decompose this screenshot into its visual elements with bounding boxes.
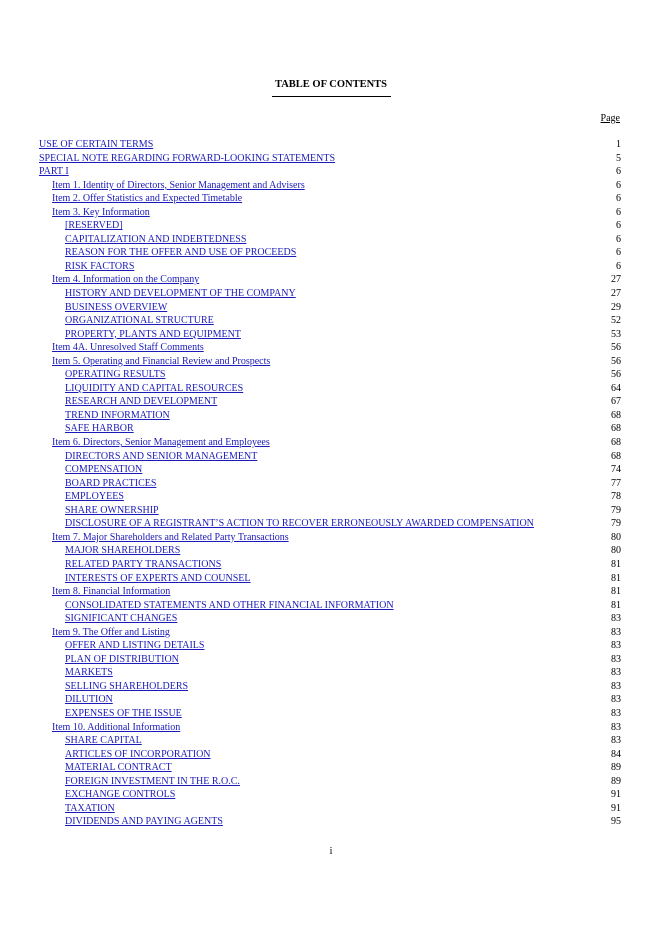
toc-entry xyxy=(39,246,621,260)
toc-entry-page-number: 6 xyxy=(616,233,621,245)
toc-entry-page-number: 53 xyxy=(611,328,621,340)
toc-entry-link[interactable]: Item 10. Additional Information xyxy=(52,721,181,733)
toc-entry-page-number: 6 xyxy=(616,179,621,191)
toc-entry-link[interactable]: LIQUIDITY AND CAPITAL RESOURCES xyxy=(65,382,244,394)
toc-entry-page-number: 83 xyxy=(611,640,621,652)
toc-entry xyxy=(39,233,621,247)
toc-entry-page-number: 74 xyxy=(611,464,621,476)
toc-entry-link[interactable]: Item 2. Offer Statistics and Expected Timetable xyxy=(52,193,243,205)
page-column-header: Page xyxy=(600,113,620,124)
toc-entry xyxy=(39,490,621,504)
toc-entry-link[interactable]: CONSOLIDATED STATEMENTS AND OTHER FINANCIAL INFORMATION xyxy=(65,599,394,611)
toc-entry xyxy=(39,680,621,694)
toc-entry xyxy=(39,314,621,328)
toc-entry-page-number: 67 xyxy=(611,396,621,408)
toc-entry xyxy=(39,572,621,586)
toc-entry xyxy=(39,802,621,816)
toc-entry-page-number: 52 xyxy=(611,315,621,327)
toc-entry xyxy=(39,517,621,531)
toc-entry xyxy=(39,734,621,748)
toc-entry-link[interactable]: MARKETS xyxy=(65,667,113,679)
toc-entry-link[interactable]: SELLING SHAREHOLDERS xyxy=(65,680,189,692)
toc-entry-link[interactable]: Item 5. Operating and Financial Review and Prospects xyxy=(52,355,271,367)
toc-entry-link[interactable]: SHARE CAPITAL xyxy=(65,735,142,747)
toc-entry-page-number: 83 xyxy=(611,707,621,719)
toc-entry-page-number: 56 xyxy=(611,342,621,354)
toc-entry-page-number: 81 xyxy=(611,586,621,598)
toc-entry-link[interactable]: PLAN OF DISTRIBUTION xyxy=(65,653,179,665)
toc-entry-link[interactable]: Item 1. Identity of Directors, Senior Management and Advisers xyxy=(52,179,305,191)
toc-entry xyxy=(39,368,621,382)
toc-entry xyxy=(39,639,621,653)
toc-entry-link[interactable]: REASON FOR THE OFFER AND USE OF PROCEEDS xyxy=(65,247,297,259)
table-of-contents xyxy=(39,138,621,829)
toc-entry xyxy=(39,409,621,423)
toc-entry-page-number: 83 xyxy=(611,735,621,747)
toc-entry-link[interactable]: MAJOR SHAREHOLDERS xyxy=(65,545,181,557)
toc-entry-page-number: 68 xyxy=(611,437,621,449)
toc-entry-page-number: 6 xyxy=(616,247,621,259)
toc-entry-link[interactable]: RISK FACTORS xyxy=(65,260,135,272)
toc-entry xyxy=(39,165,621,179)
toc-entry-page-number: 83 xyxy=(611,613,621,625)
toc-entry xyxy=(39,788,621,802)
toc-entry-link[interactable]: DILUTION xyxy=(65,694,113,706)
toc-entry-page-number: 89 xyxy=(611,762,621,774)
toc-entry-link[interactable]: HISTORY AND DEVELOPMENT OF THE COMPANY xyxy=(65,288,296,300)
toc-entry xyxy=(39,341,621,355)
footer-page-number: i xyxy=(329,846,333,857)
toc-entry-link[interactable]: Item 4. Information on the Company xyxy=(52,274,200,286)
toc-entry-page-number: 6 xyxy=(616,206,621,218)
toc-entry xyxy=(39,558,621,572)
toc-entry xyxy=(39,328,621,342)
toc-entry-link[interactable]: RELATED PARTY TRANSACTIONS xyxy=(65,558,222,570)
toc-entry xyxy=(39,152,621,166)
toc-entry-page-number: 6 xyxy=(616,220,621,232)
toc-entry-page-number: 6 xyxy=(616,193,621,205)
toc-entry xyxy=(39,422,621,436)
toc-entry-page-number: 27 xyxy=(611,274,621,286)
toc-entry xyxy=(39,179,621,193)
toc-entry-page-number: 64 xyxy=(611,382,621,394)
toc-entry-link[interactable]: SIGNIFICANT CHANGES xyxy=(65,613,178,625)
toc-entry xyxy=(39,544,621,558)
toc-entry-link[interactable]: CAPITALIZATION AND INDEBTEDNESS xyxy=(65,233,247,245)
toc-entry-page-number: 81 xyxy=(611,599,621,611)
toc-entry xyxy=(39,721,621,735)
toc-entry xyxy=(39,382,621,396)
toc-entry xyxy=(39,463,621,477)
toc-entry-link[interactable]: RESEARCH AND DEVELOPMENT xyxy=(65,396,218,408)
toc-entry-page-number: 6 xyxy=(616,260,621,272)
toc-entry xyxy=(39,138,621,152)
toc-entry xyxy=(39,531,621,545)
toc-entry-link[interactable]: PROPERTY, PLANTS AND EQUIPMENT xyxy=(65,328,241,340)
toc-entry-page-number: 68 xyxy=(611,409,621,421)
toc-entry-page-number: 5 xyxy=(616,152,621,164)
toc-entry xyxy=(39,287,621,301)
toc-entry-page-number: 68 xyxy=(611,423,621,435)
title-underline xyxy=(272,96,391,97)
toc-entry-page-number: 89 xyxy=(611,775,621,787)
toc-entry-page-number: 83 xyxy=(611,626,621,638)
toc-entry xyxy=(39,693,621,707)
toc-entry xyxy=(39,260,621,274)
toc-entry-link[interactable]: EXPENSES OF THE ISSUE xyxy=(65,707,182,719)
toc-entry-page-number: 79 xyxy=(611,504,621,516)
toc-entry-page-number: 80 xyxy=(611,545,621,557)
toc-entry xyxy=(39,301,621,315)
toc-entry-link[interactable]: SHARE OWNERSHIP xyxy=(65,504,159,516)
toc-entry-link[interactable]: Item 7. Major Shareholders and Related Party Transactions xyxy=(52,531,289,543)
toc-entry-link[interactable]: DIVIDENDS AND PAYING AGENTS xyxy=(65,816,223,828)
toc-entry xyxy=(39,707,621,721)
toc-entry-page-number: 56 xyxy=(611,369,621,381)
toc-entry-link[interactable]: [RESERVED] xyxy=(65,220,123,232)
toc-entry xyxy=(39,206,621,220)
toc-entry-page-number: 1 xyxy=(616,139,621,150)
toc-entry-link[interactable]: Item 4A. Unresolved Staff Comments xyxy=(52,342,204,354)
toc-entry-page-number: 83 xyxy=(611,721,621,733)
toc-entry-link[interactable]: Item 3. Key Information xyxy=(52,206,150,218)
toc-entry-page-number: 6 xyxy=(616,166,621,178)
toc-entry-page-number: 91 xyxy=(611,802,621,814)
toc-entry-link[interactable]: OPERATING RESULTS xyxy=(65,369,166,381)
toc-entry xyxy=(39,436,621,450)
toc-entry xyxy=(39,477,621,491)
toc-entry-link[interactable]: BUSINESS OVERVIEW xyxy=(65,301,168,313)
toc-entry xyxy=(39,666,621,680)
toc-entry xyxy=(39,626,621,640)
toc-entry-link[interactable]: OFFER AND LISTING DETAILS xyxy=(65,640,205,652)
toc-entry-link[interactable]: Item 6. Directors, Senior Management and Employees xyxy=(52,437,270,449)
toc-entry xyxy=(39,748,621,762)
toc-entry-page-number: 91 xyxy=(611,789,621,801)
toc-entry-page-number: 79 xyxy=(611,518,621,530)
toc-entry xyxy=(39,775,621,789)
toc-entry xyxy=(39,395,621,409)
toc-entry xyxy=(39,219,621,233)
toc-entry xyxy=(39,599,621,613)
toc-entry-page-number: 95 xyxy=(611,816,621,828)
toc-entry-page-number: 78 xyxy=(611,491,621,503)
toc-entry-link[interactable]: INTERESTS OF EXPERTS AND COUNSEL xyxy=(65,572,251,584)
toc-entry xyxy=(39,815,621,829)
toc-entry-page-number: 77 xyxy=(611,477,621,489)
toc-entry-link[interactable]: ARTICLES OF INCORPORATION xyxy=(65,748,211,760)
toc-entry-page-number: 80 xyxy=(611,531,621,543)
toc-entry-link[interactable]: USE OF CERTAIN TERMS xyxy=(39,139,154,150)
toc-entry-page-number: 84 xyxy=(611,748,621,760)
toc-entry-link[interactable]: Item 8. Financial Information xyxy=(52,586,171,598)
toc-entry-link[interactable]: DIRECTORS AND SENIOR MANAGEMENT xyxy=(65,450,258,462)
toc-entry-link[interactable]: SPECIAL NOTE REGARDING FORWARD-LOOKING STATEMENTS xyxy=(39,152,336,164)
toc-entry-link[interactable]: Item 9. The Offer and Listing xyxy=(52,626,170,638)
toc-entry-page-number: 81 xyxy=(611,572,621,584)
toc-entry xyxy=(39,273,621,287)
toc-entry-link[interactable]: COMPENSATION xyxy=(65,464,143,476)
document-title: TABLE OF CONTENTS xyxy=(274,79,388,90)
toc-entry xyxy=(39,761,621,775)
toc-entry xyxy=(39,653,621,667)
toc-entry-page-number: 83 xyxy=(611,653,621,665)
toc-entry-page-number: 81 xyxy=(611,558,621,570)
toc-entry-link[interactable]: ORGANIZATIONAL STRUCTURE xyxy=(65,315,214,327)
toc-entry-page-number: 83 xyxy=(611,694,621,706)
toc-entry-page-number: 68 xyxy=(611,450,621,462)
toc-entry-link[interactable]: EXCHANGE CONTROLS xyxy=(65,789,176,801)
toc-entry xyxy=(39,612,621,626)
toc-entry-link[interactable]: PART I xyxy=(39,166,69,178)
toc-entry-page-number: 83 xyxy=(611,667,621,679)
toc-entry-link[interactable]: DISCLOSURE OF A REGISTRANT’S ACTION TO RECOVER ERRONEOUSLY AWARDED COMPENSATION xyxy=(65,518,534,530)
toc-entry-link[interactable]: EMPLOYEES xyxy=(65,491,124,503)
toc-entry xyxy=(39,192,621,206)
toc-entry-page-number: 29 xyxy=(611,301,621,313)
toc-entry-page-number: 83 xyxy=(611,680,621,692)
toc-entry-link[interactable]: TREND INFORMATION xyxy=(65,409,170,421)
toc-entry-link[interactable]: TAXATION xyxy=(65,802,115,814)
toc-entry-link[interactable]: BOARD PRACTICES xyxy=(65,477,157,489)
toc-entry-link[interactable]: FOREIGN INVESTMENT IN THE R.O.C. xyxy=(65,775,240,787)
toc-entry xyxy=(39,450,621,464)
toc-entry xyxy=(39,504,621,518)
toc-entry-link[interactable]: SAFE HARBOR xyxy=(65,423,134,435)
toc-entry-page-number: 27 xyxy=(611,288,621,300)
toc-entry-link[interactable]: MATERIAL CONTRACT xyxy=(65,762,172,774)
toc-entry xyxy=(39,585,621,599)
toc-entry xyxy=(39,355,621,369)
toc-entry-page-number: 56 xyxy=(611,355,621,367)
